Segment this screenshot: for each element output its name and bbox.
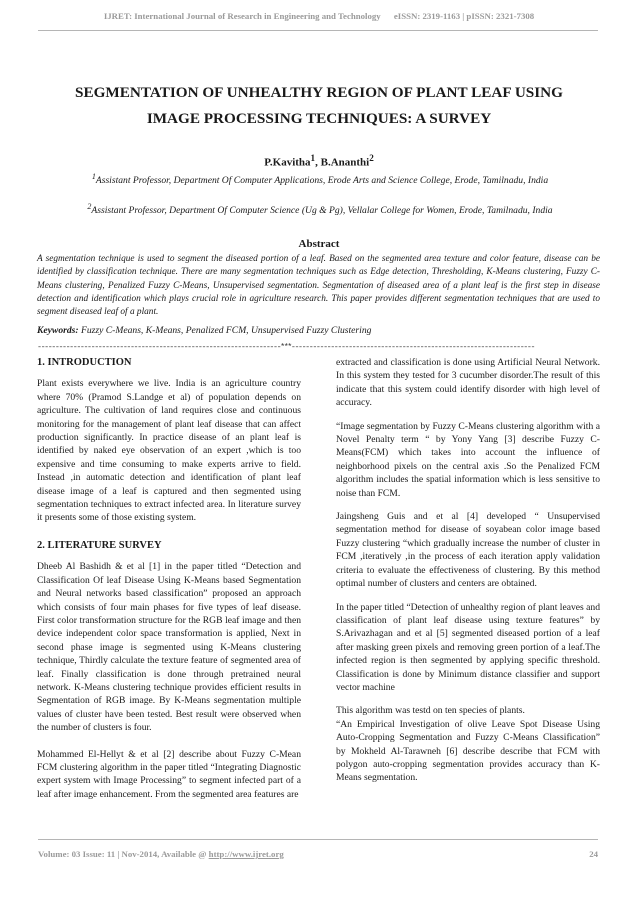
footer-divider — [38, 839, 598, 840]
author-separator: , — [315, 156, 321, 169]
introduction-heading: 1. INTRODUCTION — [37, 357, 132, 368]
title-line-2: IMAGE PROCESSING TECHNIQUES: A SURVEY — [146, 110, 492, 127]
right-paragraph-1: extracted and classification is done using Artificial Neural Network. In this system they tested for 3 cucumber disorder.The result of this indicate that this system could identify disorder with high level of accuracy. — [336, 357, 600, 409]
right-paragraph-2: “Image segmentation by Fuzzy C-Means clustering algorithm with a Novel Penalty term “ by Yony Yang [3] describe Fuzzy C-Means(FCM) which takes into account the influence of neighborhood pixels on the central axis .So the Penalized FCM algorithm includes the spatial information which is less sensitive to noise than FCM. — [336, 420, 600, 499]
author-1: P.Kavitha — [264, 156, 311, 169]
right-paragraph-5 — [336, 704, 600, 784]
keywords-text: Fuzzy C-Means, K-Means, Penalized FCM, Unsupervised Fuzzy Clustering — [80, 325, 372, 336]
right-paragraph-5-line: This algorithm was testd on ten species of plants. — [336, 705, 525, 717]
author-2-sup: 2 — [369, 153, 374, 163]
affiliation-2-sup: 2 — [87, 202, 92, 211]
author-list — [20, 153, 618, 169]
journal-name: IJRET: International Journal of Research in Engineering and Technology — [103, 11, 381, 21]
paper-title — [20, 80, 618, 132]
page-number: 24 — [589, 849, 598, 859]
page-footer — [38, 849, 598, 859]
abstract-heading: Abstract — [298, 238, 340, 250]
left-column — [37, 356, 301, 810]
footer-link[interactable]: http://www.ijret.org — [208, 849, 284, 859]
right-column — [336, 356, 600, 795]
right-paragraph-3: Jaingsheng Guis and et al [4] developed “ Unsupervised segmentation method for disease of soyabean color image based Fuzzy clustering “which gradually increase the number of cluster in FCM ,iteratively ,in the process of each iteration apply validation criteria to evaluate the effectiveness of clustering. By this method optimal number of clusters and centers are obtained. — [336, 511, 600, 590]
affiliation-2-text: Assistant Professor, Department Of Computer Science (Ug & Pg), Vellalar College for Women, Erode, Tamilnadu, India — [91, 205, 553, 217]
introduction-paragraph: Plant exists everywhere we live. India is an agriculture country where 70% (Pramod S.Landge et al) of population depends on agriculture. The cultivation of land requires close and continuous monitoring for the management of plant leaf disease that can affect production significantly. In practice disease of an plant leaf is identified by naked eye observation of an expert ,which is too expensive and time consuming to make experts arrive to field. Instead ,in automatic detection and identification of plant leaf disease image of a leaf is captured and then segmented using segmentation techniques to extract infected area. In literature survey it presents some of those existing system. — [37, 378, 301, 524]
right-paragraph-4: In the paper titled “Detection of unhealthy region of plant leaves and classification of plant leaf disease using texture features” by S.Arivazhagan and et al [5] segmented diseased portion of a leaf after masking green pixels and removing green portion of a leaf.The infected region is then segmented by applying specific threshold. Classification is done by Minimum distance classifier and support vector machine — [336, 601, 600, 693]
author-2: B.Ananthi — [320, 156, 370, 169]
affiliation-2 — [40, 200, 600, 218]
author-1-sup: 1 — [310, 153, 316, 163]
keywords — [37, 325, 600, 336]
affiliation-1 — [40, 170, 600, 188]
literature-paragraph-1: Dheeb Al Bashidh & et al [1] in the paper titled “Detection and Classification Of leaf Disease Using K-Means based Segmentation and Neural networks based classification” proposed an approach which consists of four main phases for five types of leaf disease. First color transformation structure for the RGB leaf image and then device independent color space transformation is applied, Next in second phase image is segmented using K-Means clustering technique, Thirdly calculate the texture feature of segmented area of leaf. Finally classification is done through pretrained neural network. K-Means clustering technique provides efficient results in Segmentation of RGB image. By K-Means segmentation multiple values of cluster have been tested. Best result were observed when the number of clusters is four. — [37, 561, 301, 734]
keywords-label: Keywords: — [37, 325, 79, 336]
literature-survey-heading: 2. LITERATURE SURVEY — [37, 539, 162, 551]
footer-volume: Volume: 03 Issue: 11 | Nov-2014, Available @ — [38, 849, 209, 859]
issn-text: eISSN: 2319-1163 | pISSN: 2321-7308 — [393, 11, 535, 21]
abstract-body: A segmentation technique is used to segment the diseased portion of a leaf. Based on the segmented area texture and color feature, disease can be identified by classification technique. There are many segmentation techniques such as Edge detection, Thresholding, K-Means clustering, Fuzzy C-Means clustering, Penalized Fuzzy C-Means, Unsupervised segmentation. Segmentation of diseased area of a plant leaf is the first step in disease detection and identification which plays crucial role in agriculture research. This paper provides different segmentation techniques that are used to segment diseased leaf of a plant. — [37, 254, 600, 318]
header-divider — [38, 30, 598, 31]
title-line-1: SEGMENTATION OF UNHEALTHY REGION OF PLANT LEAF USING — [75, 84, 563, 101]
affiliation-1-text: Assistant Professor, Department Of Computer Applications, Erode Arts and Science College, Erode, Tamilnadu, India — [95, 175, 549, 187]
literature-paragraph-2: Mohammed El-Hellyt & et al [2] describe about Fuzzy C-Mean FCM clustering algorithm in the paper titled “Integrating Diagnostic expert system with Image Processing” to segment infected part of a leaf after image enhancement. From the segmented area features are — [37, 748, 301, 800]
affiliation-1-sup: 1 — [91, 172, 96, 181]
page-header — [0, 11, 638, 21]
right-paragraph-5-body: “An Empirical Investigation of olive Leave Spot Disease Using Auto-Cropping Segmentation and Fuzzy C-Means Classification” by Mokheld Al-Tarawneh [6] describe describe that FCM with polygon auto-cropping segmentation provides accuracy than K-Means segmentation. — [336, 718, 600, 784]
section-separator: --------------------------------------------------------------------***-------------------------------------------------------------------- — [37, 342, 535, 352]
